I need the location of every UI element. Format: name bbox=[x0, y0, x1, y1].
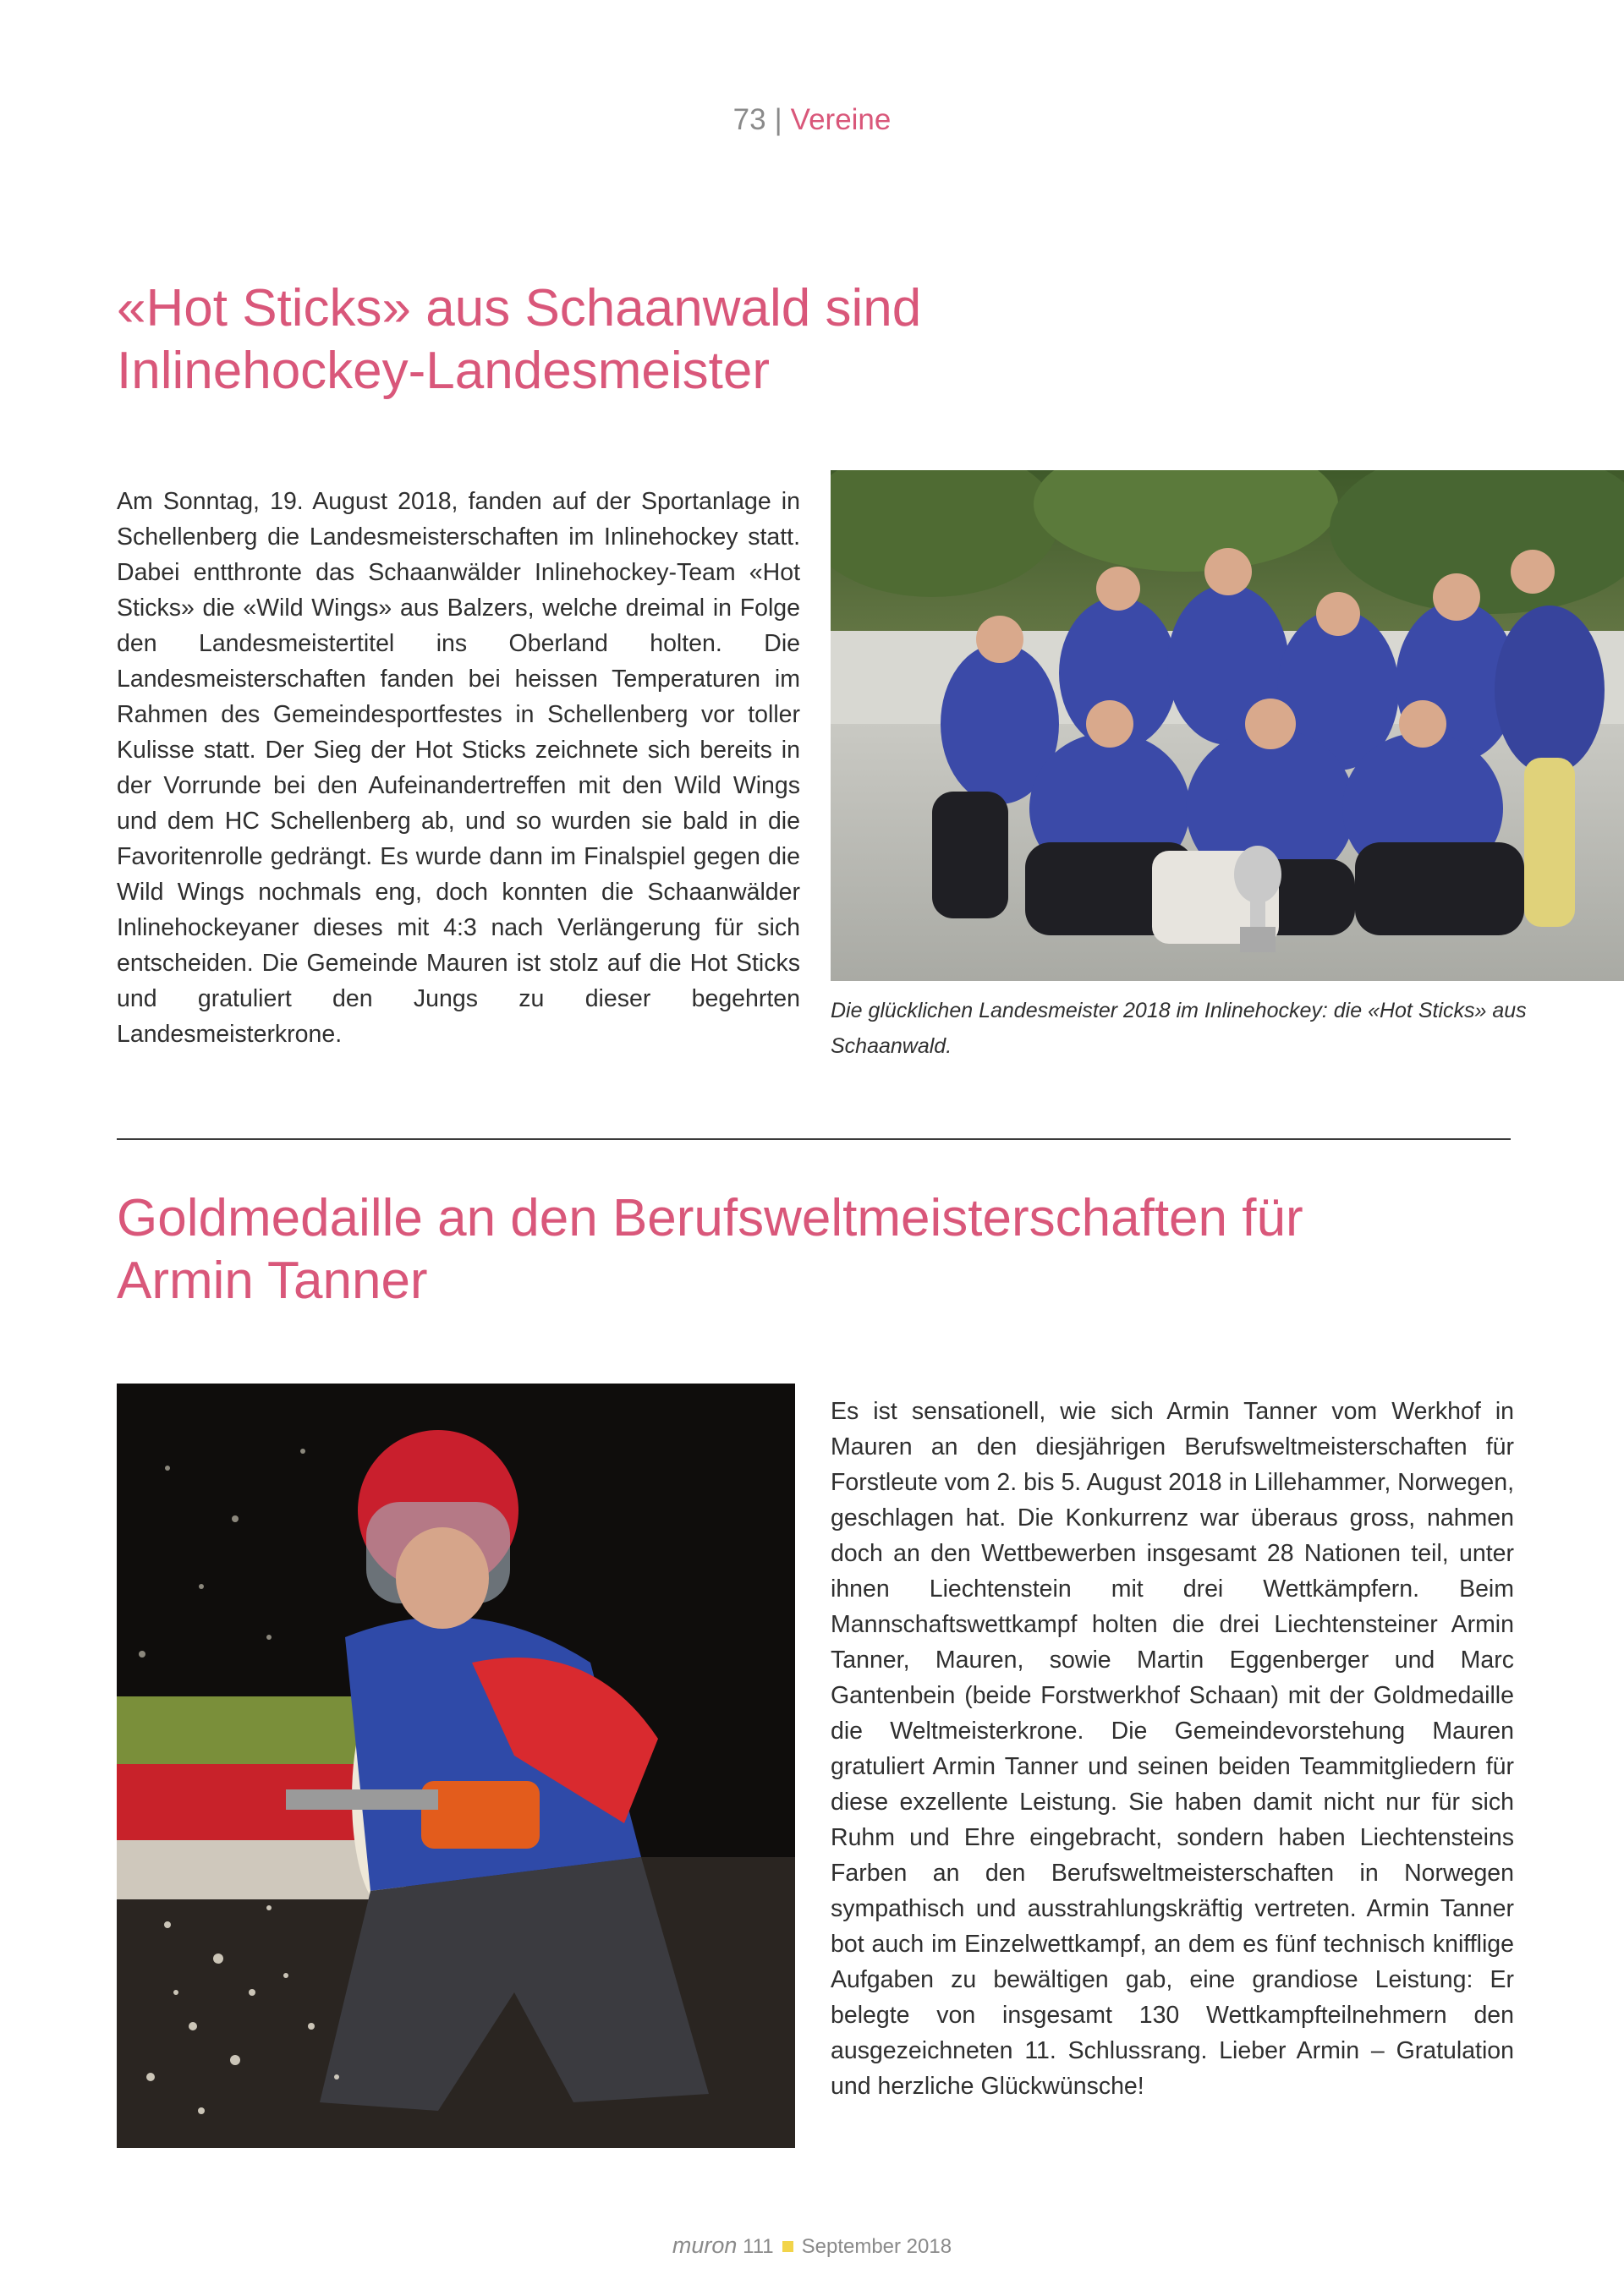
page-footer bbox=[0, 2233, 1624, 2259]
article1-title-line2: Inlinehockey-Landesmeister bbox=[117, 342, 770, 400]
team-photo bbox=[831, 470, 1624, 981]
article2-title-line2: Armin Tanner bbox=[117, 1252, 428, 1310]
issue-date: September 2018 bbox=[801, 2235, 952, 2258]
article2-title-line1: Goldmedaille an den Berufsweltmeisterschaften für bbox=[117, 1189, 1303, 1247]
article1-title bbox=[117, 277, 1538, 403]
page-number: 73 bbox=[732, 103, 766, 136]
section-name: Vereine bbox=[790, 103, 892, 136]
section-divider bbox=[117, 1138, 1511, 1140]
article2-body: Es ist sensationell, wie sich Armin Tanner vom Werkhof in Mauren an den diesjährigen Berufsweltmeisterschaften für Forstleute vom 2. bis 5. August 2018 in Lillehammer, Norwegen, geschlagen hat. Die Konkurrenz war überaus gross, nahmen doch an den Wettbewerben insgesamt 28 Nationen teil, unter ihnen Liechtenstein mit drei Wettkämpfern. Beim Mannschaftswettkampf holten die drei Liechtensteiner Armin Tanner, Mauren, sowie Martin Eggenberger und Marc Gantenbein (beide Forstwerkhof Schaan) mit der Goldmedaille die Weltmeisterkrone. Die Gemeindevorstehung Mauren gratuliert Armin Tanner und seinen beiden Teammitgliedern für diese exzellente Leistung. Sie haben damit nicht nur für sich Ruhm und Ehre eingebracht, sondern haben Liechtensteins Farben an den Berufsweltmeisterschaften in Norwegen sympathisch und ausstrahlungskräftig vertreten. Armin Tanner bot auch im Einzelwettkampf, an dem es fünf technisch knifflige Aufgaben zu bewältigen gab, eine grandiose Leistung: Er belegte von insgesamt 130 Wettkampfteilnehmern den ausgezeichneten 11. Schlussrang. Lieber Armin – Gratulation und herzliche Glückwünsche! bbox=[831, 1398, 1514, 2100]
article1-title-line1: «Hot Sticks» aus Schaanwald sind bbox=[117, 279, 922, 337]
header-separator: | bbox=[774, 103, 782, 136]
magazine-name: muron bbox=[672, 2233, 738, 2258]
team-photo-caption: Die glücklichen Landesmeister 2018 im Inlinehockey: die «Hot Sticks» aus Schaanwald. bbox=[831, 999, 1527, 1058]
issue-number: 111 bbox=[743, 2235, 774, 2258]
article1-body: Am Sonntag, 19. August 2018, fanden auf der Sportanlage in Schellenberg die Landesmeisterschaften im Inlinehockey statt. Dabei entthronte das Schaanwälder Inlinehockey-Team «Hot Sticks» die «Wild Wings» aus Balzers, welche dreimal in Folge den Landesmeistertitel ins Oberland holten. Die Landesmeisterschaften fanden bei heissen Temperaturen im Rahmen des Gemeindesportfestes in Schellenberg vor toller Kulisse statt. Der Sieg der Hot Sticks zeichnete sich bereits in der Vorrunde bei den Aufeinandertreffen mit den Wild Wings und dem HC Schellenberg ab, und so wurden sie bald in die Favoritenrolle gedrängt. Es wurde dann im Finalspiel gegen die Wild Wings nochmals eng, doch konnten die Schaanwälder Inlinehockeyaner dieses mit 4:3 nach Verlängerung für sich entscheiden. Die Gemeinde Mauren ist stolz auf die Hot Sticks und gratuliert den Jungs zu dieser begehrten Landesmeisterkrone. bbox=[117, 488, 800, 1048]
footer-square-icon bbox=[782, 2241, 793, 2252]
page-header bbox=[0, 103, 1624, 137]
woodcutter-photo bbox=[117, 1384, 795, 2148]
article2-title bbox=[117, 1187, 1538, 1312]
